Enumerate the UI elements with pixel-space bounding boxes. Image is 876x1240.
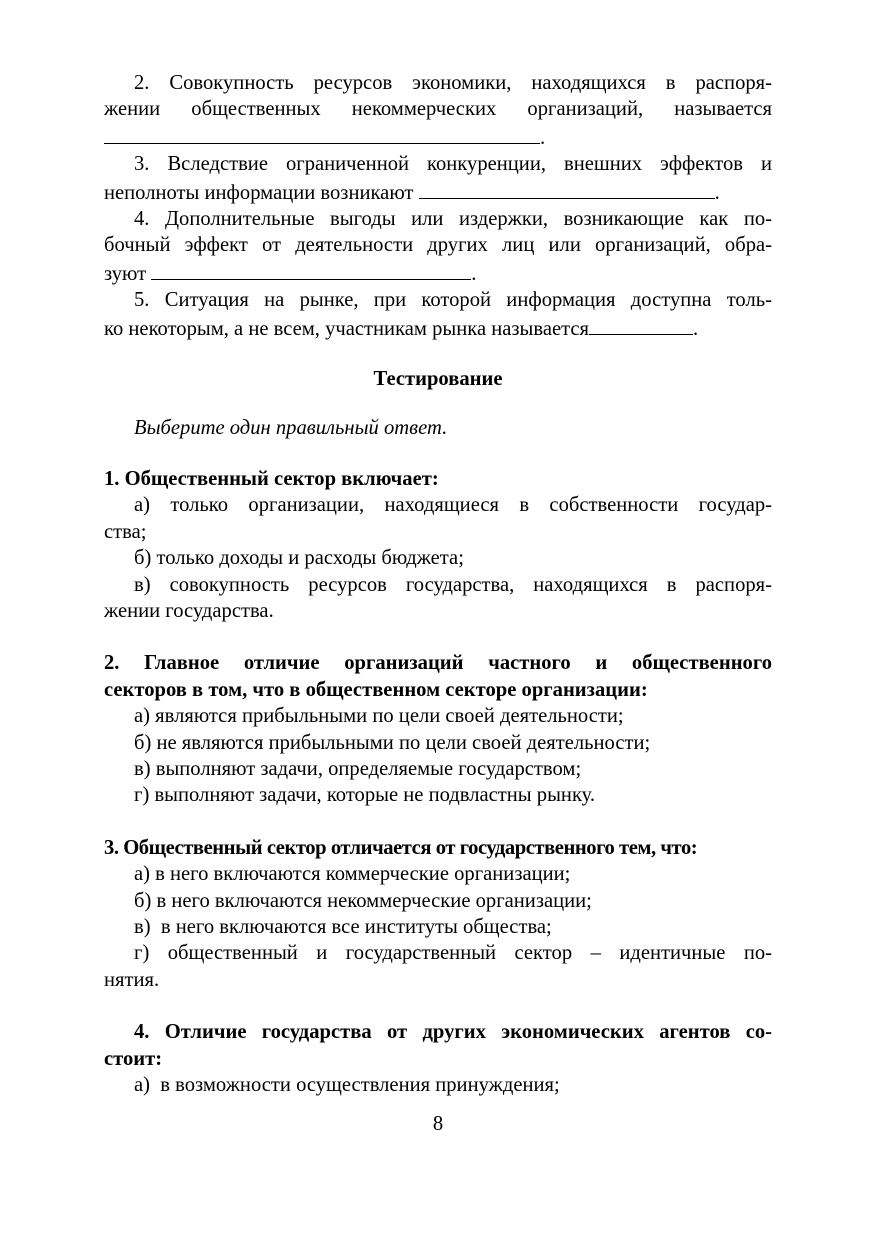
answer-option: а) только организации, находящиеся в собственности государ- — [134, 494, 772, 517]
fill-in-text: зуют — [104, 262, 152, 285]
answer-option: а) являются прибыльными по цели своей деятельности; — [134, 705, 624, 728]
answer-option: б) только доходы и расходы бюджета; — [134, 547, 464, 570]
fill-in-item-4-line2: бочный эффект от деятельности других лиц или организаций, обра- — [104, 234, 772, 257]
question-title-line2: секторов в том, что в общественном секторе организации: — [104, 678, 648, 701]
fill-in-item-3-line1: 3. Вследствие ограниченной конкуренции, внешних эффектов и — [134, 153, 772, 176]
period: . — [714, 181, 720, 204]
answer-blank-3[interactable] — [419, 178, 715, 199]
document-page — [104, 70, 772, 1098]
fill-in-item-5-line1: 5. Ситуация на рынке, при которой информация доступна толь- — [134, 289, 772, 312]
question-title-line2: стоит: — [104, 1047, 163, 1070]
fill-in-text: неполноты информации возникают — [104, 181, 419, 204]
question-4 — [104, 1019, 772, 1098]
fill-in-item-2-line1: 2. Совокупность ресурсов экономики, находящихся в распоря- — [134, 72, 772, 94]
answer-option-cont: ства; — [104, 520, 147, 543]
answer-option: г) выполняют задачи, которые не подвластны рынку. — [134, 784, 596, 807]
question-title: 3. Общественный сектор отличается от государственного тем, что: — [104, 836, 698, 859]
answer-option-cont: жении государства. — [104, 599, 274, 622]
period: . — [692, 317, 699, 340]
question-3 — [104, 835, 772, 993]
fill-in-item-2-line3 — [104, 123, 772, 151]
answer-option-cont: нятия. — [104, 968, 160, 991]
answer-option: а) в возможности осуществления принуждения; — [134, 1074, 560, 1096]
answer-blank-5[interactable] — [589, 314, 693, 335]
answer-option: в) выполняют задачи, определяемые государством; — [134, 757, 582, 780]
question-title-line1: 4. Отличие государства от других экономических агентов со- — [134, 1021, 772, 1044]
fill-in-text: ко некоторым, а не всем, участникам рынка называется — [104, 317, 589, 340]
question-title-line1: 2. Главное отличие организаций частного и общественного — [104, 652, 772, 675]
fill-in-item-5-line2 — [104, 314, 772, 342]
instruction: Выберите один правильный ответ. — [134, 417, 448, 440]
page-number: 8 — [432, 1113, 444, 1135]
answer-option: в) в него включаются все институты общества; — [134, 915, 552, 938]
answer-option: а) в него включаются коммерческие организации; — [134, 863, 571, 886]
fill-in-item-2-line2: жении общественных некоммерческих организаций, называется — [104, 98, 772, 121]
fill-in-item-3-line2 — [104, 178, 772, 206]
section-title: Тестирование — [373, 368, 503, 391]
answer-option: в) совокупность ресурсов государства, находящихся в распоря- — [134, 573, 772, 596]
fill-in-item-4-line1: 4. Дополнительные выгоды или издержки, возникающие как по- — [134, 208, 772, 231]
period: . — [471, 262, 477, 285]
answer-option: г) общественный и государственный сектор – идентичные по- — [134, 942, 772, 965]
answer-blank-4[interactable] — [151, 259, 471, 280]
period: . — [540, 126, 546, 149]
question-1 — [104, 466, 772, 624]
answer-option: б) не являются прибыльными по цели своей деятельности; — [134, 731, 651, 754]
answer-blank-2[interactable] — [104, 123, 540, 144]
question-title: 1. Общественный сектор включает: — [104, 467, 439, 490]
question-2 — [104, 650, 772, 808]
answer-option: б) в него включаются некоммерческие организации; — [134, 889, 592, 912]
fill-in-item-4-line3 — [104, 259, 772, 287]
